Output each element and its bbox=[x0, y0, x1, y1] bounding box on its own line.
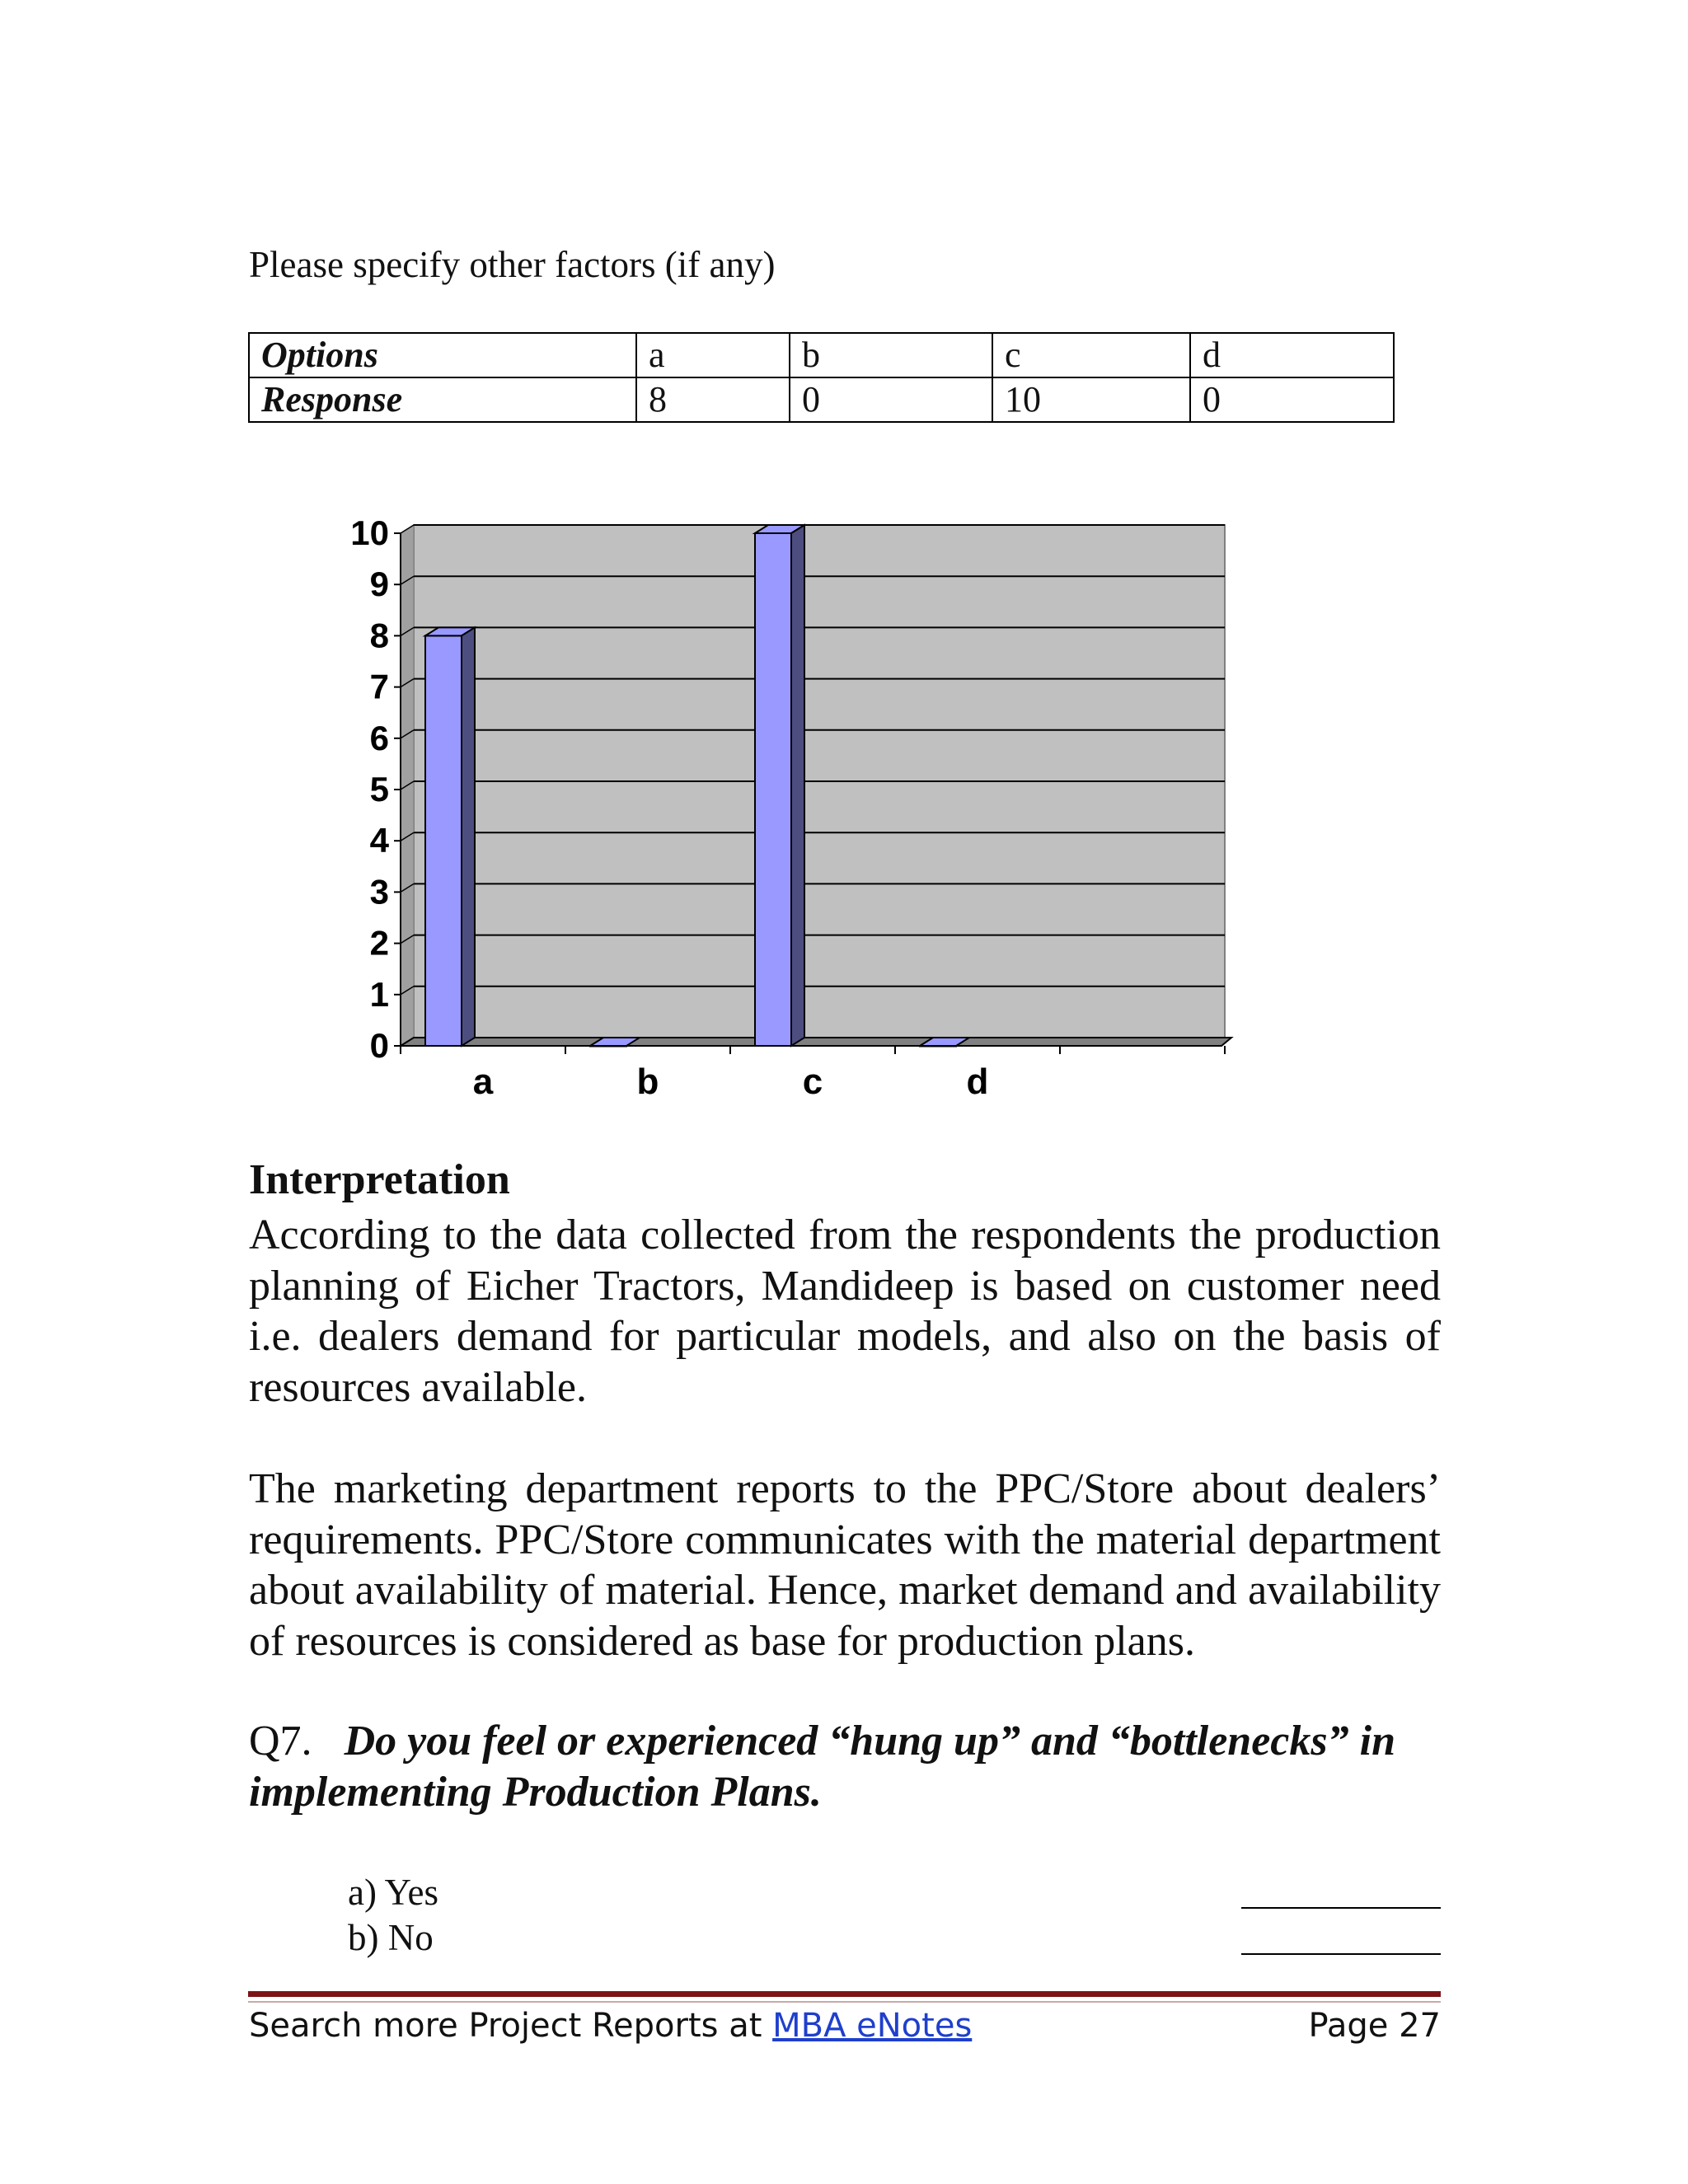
question-7 bbox=[249, 1716, 1441, 1817]
interpretation-paragraph-2: The marketing department reports to the PPC/Store about dealers’ requirements. PPC/Store communicates with the material department about availability of material. Hence, market demand and availability of resources is considered as base for production plans. bbox=[249, 1465, 1441, 1665]
table-cell: 8 bbox=[636, 377, 790, 422]
y-tick-label: 0 bbox=[369, 1026, 389, 1065]
table-cell: 10 bbox=[992, 377, 1190, 422]
plot-floor bbox=[401, 1038, 1231, 1046]
table-cell: 0 bbox=[1190, 377, 1394, 422]
x-tick-label-a: a bbox=[472, 1062, 494, 1102]
table-row-options bbox=[249, 333, 1394, 377]
y-tick-label: 7 bbox=[369, 667, 389, 706]
footer-prefix: Search more Project Reports at bbox=[249, 2007, 773, 2045]
y-tick-label: 10 bbox=[350, 513, 389, 552]
bar-chart bbox=[313, 507, 1253, 1117]
table-cell: 0 bbox=[790, 377, 992, 422]
y-tick-label: 8 bbox=[369, 616, 389, 655]
table-cell: d bbox=[1190, 333, 1394, 377]
y-tick-label: 5 bbox=[369, 770, 389, 808]
x-tick-label-b: b bbox=[636, 1062, 659, 1102]
table-cell: a bbox=[636, 333, 790, 377]
y-tick-label: 1 bbox=[369, 974, 389, 1014]
y-tick-label: 2 bbox=[369, 923, 389, 963]
y-tick-label: 4 bbox=[369, 821, 389, 860]
page-number: Page 27 bbox=[1308, 2007, 1441, 2045]
table-cell: c bbox=[992, 333, 1190, 377]
x-tick-label-d: d bbox=[966, 1062, 989, 1102]
answer-blank-no bbox=[1241, 1953, 1441, 1955]
interpretation-heading: Interpretation bbox=[249, 1156, 510, 1203]
y-tick-label: 3 bbox=[369, 872, 389, 912]
y-tick-label: 6 bbox=[369, 718, 389, 757]
table-header-response: Response bbox=[249, 377, 636, 422]
bar-side-c bbox=[791, 525, 804, 1046]
table-header-options: Options bbox=[249, 333, 636, 377]
question-text: Do you feel or experienced “hung up” and “bottlenecks” in implementing Production Plans. bbox=[249, 1718, 1395, 1816]
option-yes: a) Yes bbox=[348, 1872, 439, 1913]
question-number: Q7. bbox=[249, 1718, 312, 1765]
table-cell: b bbox=[790, 333, 992, 377]
intro-text: Please specify other factors (if any) bbox=[249, 244, 776, 285]
footer-text bbox=[249, 2007, 972, 2045]
response-table bbox=[248, 332, 1395, 423]
bar-side-a bbox=[462, 627, 475, 1046]
y-tick-label: 9 bbox=[369, 565, 389, 604]
interpretation-paragraph-1: According to the data collected from the respondents the production planning of Eicher Tractors, Mandideep is based on customer need i.e. dealers demand for particular models, and also on the basis of resources available. bbox=[249, 1212, 1441, 1411]
bar-c bbox=[755, 533, 791, 1046]
x-tick-label-c: c bbox=[802, 1062, 823, 1102]
option-no: b) No bbox=[348, 1917, 434, 1958]
bar-a bbox=[425, 635, 462, 1046]
footer-rule bbox=[248, 1991, 1441, 1997]
footer-rule-thin bbox=[248, 2001, 1441, 2003]
answer-blank-yes bbox=[1241, 1907, 1441, 1909]
table-row-response bbox=[249, 377, 1394, 422]
footer-link[interactable]: MBA eNotes bbox=[772, 2007, 973, 2045]
